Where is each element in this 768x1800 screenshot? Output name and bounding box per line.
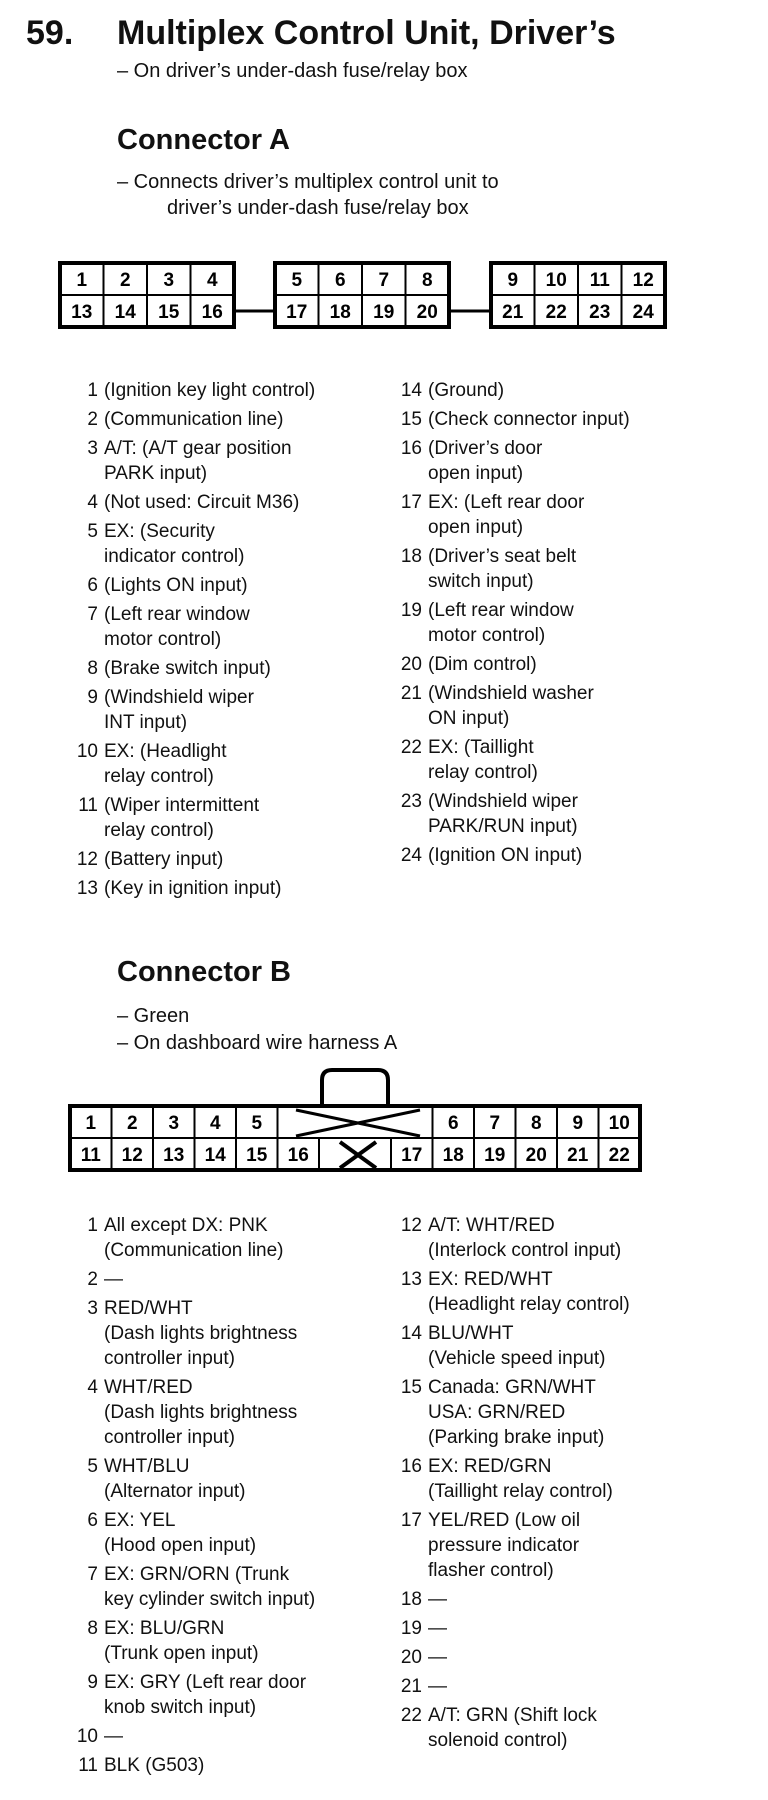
- pin-number: 14: [400, 1323, 422, 1344]
- pin-list-item: [66, 407, 374, 432]
- pin-description: —: [428, 1647, 447, 1668]
- connector-b-pin-7-label: 7: [489, 1113, 501, 1134]
- connector-a-note-line1: – Connects driver’s multiplex control unit to: [117, 171, 499, 193]
- pin-list-item: [66, 739, 374, 789]
- connector-a-pin-19-label: 19: [373, 302, 395, 323]
- pin-list-item: [66, 1508, 374, 1558]
- pin-list-item: [66, 1562, 374, 1612]
- connector-b-pin-1-label: 1: [85, 1113, 97, 1134]
- pin-list-item: [390, 1375, 698, 1450]
- pin-list-item: [390, 544, 698, 594]
- pin-list-item: [66, 436, 374, 486]
- connector-a-pin-22-label: 22: [545, 302, 567, 323]
- pin-description: EX: BLU/GRN (Trunk open input): [104, 1618, 259, 1664]
- pin-description: —: [428, 1618, 447, 1639]
- connector-b-pin-17-label: 17: [401, 1145, 423, 1166]
- pin-description: —: [104, 1269, 123, 1290]
- pin-list-item: [66, 847, 374, 872]
- pin-number: 22: [400, 1705, 422, 1726]
- pin-description: (Ground): [428, 380, 505, 401]
- pin-list-item: [390, 735, 698, 785]
- pin-number: 4: [87, 1377, 98, 1398]
- pin-list-item: [390, 789, 698, 839]
- pin-number: 15: [400, 1377, 422, 1398]
- pin-description: All except DX: PNK (Communication line): [104, 1215, 284, 1261]
- connector-b-title: Connector B: [117, 956, 291, 988]
- connector-b-pin-9-label: 9: [572, 1113, 584, 1134]
- location-note: – On driver’s under-dash fuse/relay box: [117, 60, 468, 82]
- pin-number: 10: [76, 741, 98, 762]
- pin-number: 17: [400, 492, 422, 513]
- connector-b-pin-21-label: 21: [567, 1145, 589, 1166]
- connector-b-pin-18-label: 18: [442, 1145, 464, 1166]
- pin-description: (Check connector input): [428, 409, 630, 430]
- connector-a-pin-18-label: 18: [329, 302, 351, 323]
- pin-number: 16: [400, 438, 422, 459]
- pin-number: 18: [400, 1589, 422, 1610]
- pin-list-item: [66, 1375, 374, 1450]
- connector-b-note-line1: – Green: [117, 1005, 190, 1027]
- pin-number: 16: [400, 1456, 422, 1477]
- pin-number: 2: [87, 409, 98, 430]
- pin-description: EX: (Headlight relay control): [104, 741, 227, 787]
- pin-number: 13: [76, 878, 98, 899]
- pin-description: (Battery input): [104, 849, 224, 870]
- pin-number: 2: [87, 1269, 98, 1290]
- pin-list-item: [390, 1616, 698, 1641]
- pin-list-item: [66, 378, 374, 403]
- connector-b-pin-19-label: 19: [484, 1145, 506, 1166]
- pin-list-item: [390, 1645, 698, 1670]
- pin-description: (Dim control): [428, 654, 537, 675]
- connector-a-diagram: [0, 255, 768, 355]
- pin-description: —: [428, 1676, 447, 1697]
- pin-number: 7: [87, 604, 98, 625]
- pin-description: (Wiper intermittent relay control): [104, 795, 260, 841]
- section-number: 59.: [26, 14, 74, 52]
- pin-number: 21: [400, 1676, 422, 1697]
- connector-a-pin-3-label: 3: [163, 270, 175, 291]
- connector-a-pin-14-label: 14: [114, 302, 136, 323]
- pin-number: 20: [400, 1647, 422, 1668]
- pin-number: 23: [400, 791, 422, 812]
- pin-number: 4: [87, 492, 98, 513]
- pin-list-item: [66, 519, 374, 569]
- pin-number: 11: [78, 795, 98, 816]
- pin-number: 9: [87, 687, 98, 708]
- pin-number: 12: [76, 849, 98, 870]
- pin-description: (Left rear window motor control): [104, 604, 250, 650]
- pin-list-item: [390, 843, 698, 868]
- pin-list-item: [66, 685, 374, 735]
- pin-list-item: [66, 1724, 374, 1749]
- pin-description: WHT/BLU (Alternator input): [104, 1456, 246, 1502]
- connector-a-pin-16-label: 16: [201, 302, 223, 323]
- connector-b-pin-20-label: 20: [525, 1145, 547, 1166]
- connector-a-pin-21-label: 21: [502, 302, 524, 323]
- connector-b-pin-22-label: 22: [608, 1145, 630, 1166]
- pin-description: (Driver’s seat belt switch input): [428, 546, 577, 592]
- connector-b-pin-12-label: 12: [121, 1145, 143, 1166]
- pin-description: (Ignition ON input): [428, 845, 583, 866]
- pin-number: 7: [87, 1564, 98, 1585]
- connector-b-pins-left: [66, 1213, 374, 1782]
- pin-list-item: [66, 1213, 374, 1263]
- connector-a-pin-13-label: 13: [71, 302, 93, 323]
- pin-list-item: [66, 602, 374, 652]
- pin-number: 21: [400, 683, 422, 704]
- pin-number: 22: [400, 737, 422, 758]
- connector-b-pin-2-label: 2: [126, 1113, 138, 1134]
- pin-number: 6: [87, 575, 98, 596]
- pin-list-item: [390, 1454, 698, 1504]
- connector-a-pin-6-label: 6: [334, 270, 346, 291]
- pin-number: 8: [87, 1618, 98, 1639]
- pin-number: 3: [87, 438, 98, 459]
- pin-number: 20: [400, 654, 422, 675]
- pin-number: 19: [400, 600, 422, 621]
- pin-description: —: [428, 1589, 447, 1610]
- connector-a-pin-20-label: 20: [416, 302, 438, 323]
- pin-description: (Windshield wiper PARK/RUN input): [428, 791, 578, 837]
- pin-description: EX: GRY (Left rear door knob switch input): [104, 1672, 307, 1718]
- pin-list-item: [390, 681, 698, 731]
- pin-list-item: [66, 1296, 374, 1371]
- connector-b-pin-5-label: 5: [251, 1113, 263, 1134]
- pin-description: A/T: WHT/RED (Interlock control input): [428, 1215, 622, 1261]
- pin-description: (Windshield wiper INT input): [104, 687, 254, 733]
- pin-list-item: [66, 1616, 374, 1666]
- pin-list-item: [390, 1213, 698, 1263]
- pin-description: WHT/RED (Dash lights brightness controller input): [104, 1377, 298, 1448]
- connector-a-pin-24-label: 24: [632, 302, 654, 323]
- pin-list-item: [66, 1454, 374, 1504]
- pin-list-item: [390, 378, 698, 403]
- pin-description: EX: RED/WHT (Headlight relay control): [428, 1269, 630, 1315]
- pin-description: (Windshield washer ON input): [428, 683, 594, 729]
- connector-b-pin-10-label: 10: [608, 1113, 630, 1134]
- connector-a-pin-1-label: 1: [76, 270, 88, 291]
- connector-b-pin-6-label: 6: [447, 1113, 459, 1134]
- pin-list-item: [390, 407, 698, 432]
- pin-description: EX: (Left rear door open input): [428, 492, 585, 538]
- pin-description: (Communication line): [104, 409, 284, 430]
- connector-a-pin-2-label: 2: [119, 270, 131, 291]
- connector-a-pin-5-label: 5: [291, 270, 303, 291]
- pin-description: RED/WHT (Dash lights brightness controller input): [104, 1298, 298, 1369]
- pin-number: 12: [400, 1215, 422, 1236]
- pin-list-item: [66, 490, 374, 515]
- connector-b-pin-11-label: 11: [80, 1145, 101, 1166]
- connector-b-pin-3-label: 3: [168, 1113, 180, 1134]
- connector-a-pin-4-label: 4: [206, 270, 218, 291]
- connector-b-pin-16-label: 16: [287, 1145, 309, 1166]
- pin-description: EX: GRN/ORN (Trunk key cylinder switch input): [104, 1564, 316, 1610]
- pin-number: 13: [400, 1269, 422, 1290]
- connector-b-diagram: [0, 1060, 768, 1180]
- connector-b-note-line2: – On dashboard wire harness A: [117, 1032, 398, 1054]
- connector-b-pins-right: [390, 1213, 698, 1757]
- connector-a-pin-9-label: 9: [507, 270, 519, 291]
- pin-list-item: [66, 1670, 374, 1720]
- pin-description: (Brake switch input): [104, 658, 271, 679]
- connector-a-title: Connector A: [117, 124, 290, 156]
- pin-description: (Ignition key light control): [104, 380, 316, 401]
- pin-number: 18: [400, 546, 422, 567]
- pin-description: BLK (G503): [104, 1755, 205, 1776]
- pin-list-item: [390, 490, 698, 540]
- pin-description: (Not used: Circuit M36): [104, 492, 300, 513]
- pin-description: (Key in ignition input): [104, 878, 282, 899]
- pin-list-item: [66, 793, 374, 843]
- pin-number: 11: [78, 1755, 98, 1776]
- pin-number: 10: [76, 1726, 98, 1747]
- pin-number: 24: [400, 845, 422, 866]
- pin-number: 17: [400, 1510, 422, 1531]
- pin-description: EX: (Taillight relay control): [428, 737, 538, 783]
- pin-description: YEL/RED (Low oil pressure indicator flasher control): [428, 1510, 581, 1581]
- pin-list-item: [66, 1267, 374, 1292]
- pin-number: 19: [400, 1618, 422, 1639]
- pin-list-item: [66, 1753, 374, 1778]
- pin-description: A/T: (A/T gear position PARK input): [104, 438, 292, 484]
- pin-description: A/T: GRN (Shift lock solenoid control): [428, 1705, 597, 1751]
- connector-b-pin-14-label: 14: [204, 1145, 226, 1166]
- pin-number: 6: [87, 1510, 98, 1531]
- pin-list-item: [390, 1321, 698, 1371]
- connector-a-pin-7-label: 7: [378, 270, 390, 291]
- connector-a-pin-23-label: 23: [589, 302, 611, 323]
- pin-number: 9: [87, 1672, 98, 1693]
- pin-list-item: [390, 1703, 698, 1753]
- connector-b-pin-4-label: 4: [209, 1113, 221, 1134]
- connector-a-pin-8-label: 8: [421, 270, 433, 291]
- pin-description: (Left rear window motor control): [428, 600, 574, 646]
- connector-a-pin-10-label: 10: [545, 270, 567, 291]
- pin-list-item: [390, 436, 698, 486]
- pin-number: 5: [87, 1456, 98, 1477]
- connector-b-pin-13-label: 13: [163, 1145, 185, 1166]
- pin-number: 14: [400, 380, 422, 401]
- pin-list-item: [66, 656, 374, 681]
- connector-a-pin-11-label: 11: [589, 270, 610, 291]
- connector-a-pin-12-label: 12: [632, 270, 654, 291]
- pin-description: EX: RED/GRN (Taillight relay control): [428, 1456, 613, 1502]
- pin-description: (Driver’s door open input): [428, 438, 543, 484]
- connector-a-pins-left: [66, 378, 374, 905]
- pin-description: Canada: GRN/WHT USA: GRN/RED (Parking brake input): [428, 1377, 605, 1448]
- pin-number: 8: [87, 658, 98, 679]
- pin-list-item: [66, 573, 374, 598]
- pin-description: EX: YEL (Hood open input): [104, 1510, 257, 1556]
- pin-number: 5: [87, 521, 98, 542]
- pin-list-item: [390, 1508, 698, 1583]
- pin-list-item: [390, 1267, 698, 1317]
- pin-list-item: [390, 1674, 698, 1699]
- connector-a-pins-right: [390, 378, 698, 872]
- pin-description: EX: (Security indicator control): [104, 521, 245, 567]
- pin-list-item: [390, 1587, 698, 1612]
- pin-list-item: [66, 876, 374, 901]
- pin-number: 3: [87, 1298, 98, 1319]
- page-title: Multiplex Control Unit, Driver’s: [117, 14, 616, 52]
- connector-a-pin-17-label: 17: [286, 302, 308, 323]
- connector-b-pin-8-label: 8: [530, 1113, 542, 1134]
- connector-a-pin-15-label: 15: [158, 302, 180, 323]
- connector-b-pin-15-label: 15: [246, 1145, 268, 1166]
- pin-description: (Lights ON input): [104, 575, 248, 596]
- connector-a-note-line2: driver’s under-dash fuse/relay box: [167, 197, 469, 219]
- pin-number: 15: [400, 409, 422, 430]
- pin-list-item: [390, 652, 698, 677]
- pin-number: 1: [87, 1215, 98, 1236]
- pin-list-item: [390, 598, 698, 648]
- pin-number: 1: [87, 380, 98, 401]
- pin-description: —: [104, 1726, 123, 1747]
- pin-description: BLU/WHT (Vehicle speed input): [428, 1323, 606, 1369]
